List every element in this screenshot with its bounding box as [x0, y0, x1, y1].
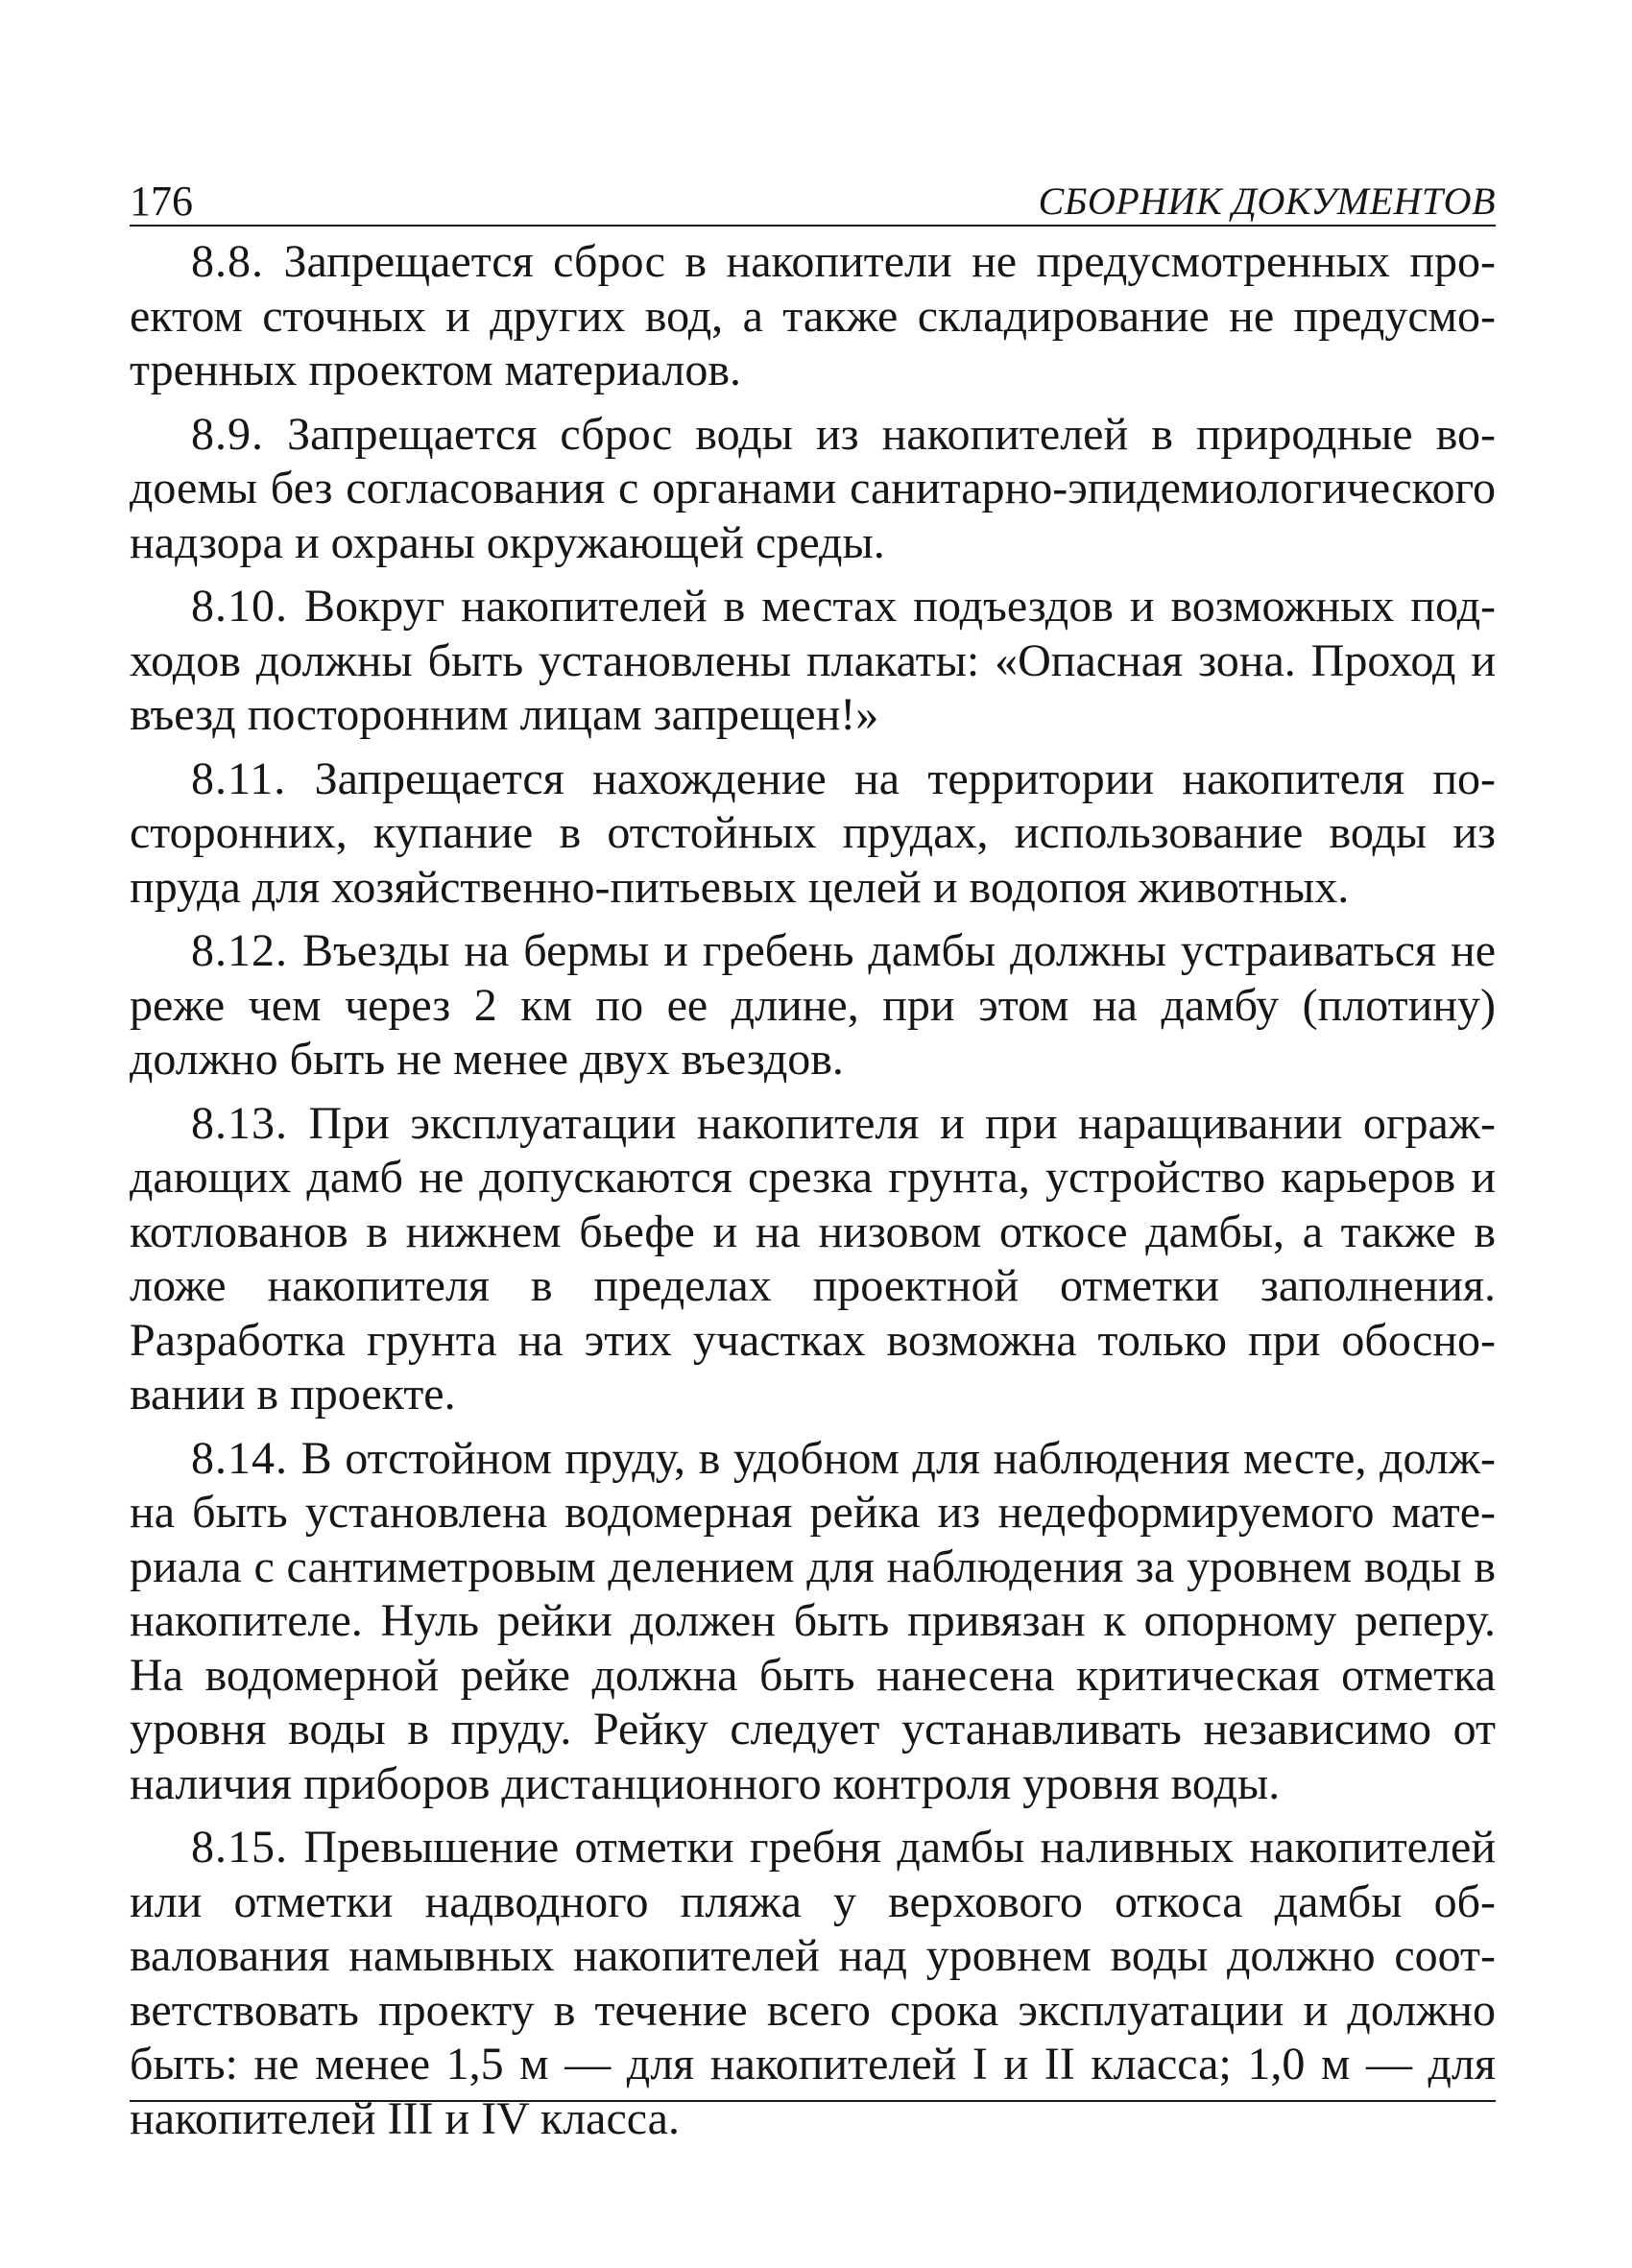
section-8-14 [130, 1432, 1496, 1812]
section-8-13 [130, 1097, 1496, 1422]
section-number: 8.14. [191, 1432, 288, 1484]
section-text: В отстойном пруду, в удобном для наблюдения месте, должна быть установлена водомерная рейка из недеформируемого материала с сантиметровым делением для наблюдения за уровнем воды в накопителе. Нуль рейки должен быть привязан к опорному реперу. На водомерной рейке должна быть нанесена критическая отметка уровня воды в пруду. Рейку следует устанавливать независимо от наличия приборов дистанционного контроля уровня воды. [130, 1432, 1496, 1809]
section-8-8 [130, 235, 1496, 398]
section-8-9 [130, 408, 1496, 571]
section-8-12 [130, 924, 1496, 1087]
running-header [130, 165, 1496, 227]
section-number: 8.11. [191, 752, 287, 804]
section-text: Запрещается нахождение на территории накопителя посторонних, купание в отстойных прудах, использование воды из пруда для хозяйственно-питьевых целей и водопоя животных. [130, 752, 1497, 913]
section-text: Запрещается сброс воды из накопителей в природные водоемы без согласования с органами санитарно-эпидемиологического надзора и охраны окружающей среды. [130, 408, 1496, 568]
section-text: Запрещается сброс в накопители не предусмотренных проектом сточных и других вод, а также складирование не предусмотренных проектом материалов. [130, 236, 1497, 395]
section-number: 8.10. [191, 581, 288, 632]
section-number: 8.12. [191, 925, 288, 976]
running-title: СБОРНИК ДОКУМЕНТОВ [1038, 179, 1496, 223]
page-number: 176 [130, 178, 193, 225]
section-text: Въезды на бермы и гребень дамбы должны устраиваться не реже чем через 2 км по ее длине, при этом на дамбу (плотину) должно быть не менее двух въездов. [130, 925, 1497, 1085]
section-number: 8.13. [191, 1097, 288, 1149]
section-number: 8.8. [191, 236, 264, 287]
section-text: При эксплуатации накопителя и при наращивании ограждающих дамб не допускаются срезка грунта, устройство карьеров и котлованов в нижнем бьефе и на низовом откосе дамбы, а также в ложе накопителя в пределах проектной отметки заполнения. Разработка грунта на этих участках возможна только при обосновании в проекте. [130, 1097, 1496, 1420]
section-number: 8.15. [191, 1822, 288, 1873]
section-number: 8.9. [191, 408, 264, 460]
section-8-15 [130, 1821, 1496, 2146]
section-8-11 [130, 752, 1496, 916]
section-text: Превышение отметки гребня дамбы наливных накопителей или отметки надводного пляжа у верхового откоса дамбы обвалования намывных накопителей над уровнем воды должно соответствовать проекту в течение всего срока эксплуатации и должно быть: не менее 1,5 м — для накопителей I и II класса; 1,0 м — для накопителей III и IV класса. [130, 1822, 1497, 2144]
body-text [130, 235, 1496, 2156]
section-8-10 [130, 580, 1496, 743]
section-text: Вокруг накопителей в местах подъездов и возможных подходов должны быть установлены плакаты: «Опасная зона. Проход и въезд посторонним лицам запрещен!» [130, 581, 1496, 740]
bottom-rule [130, 2100, 1496, 2102]
